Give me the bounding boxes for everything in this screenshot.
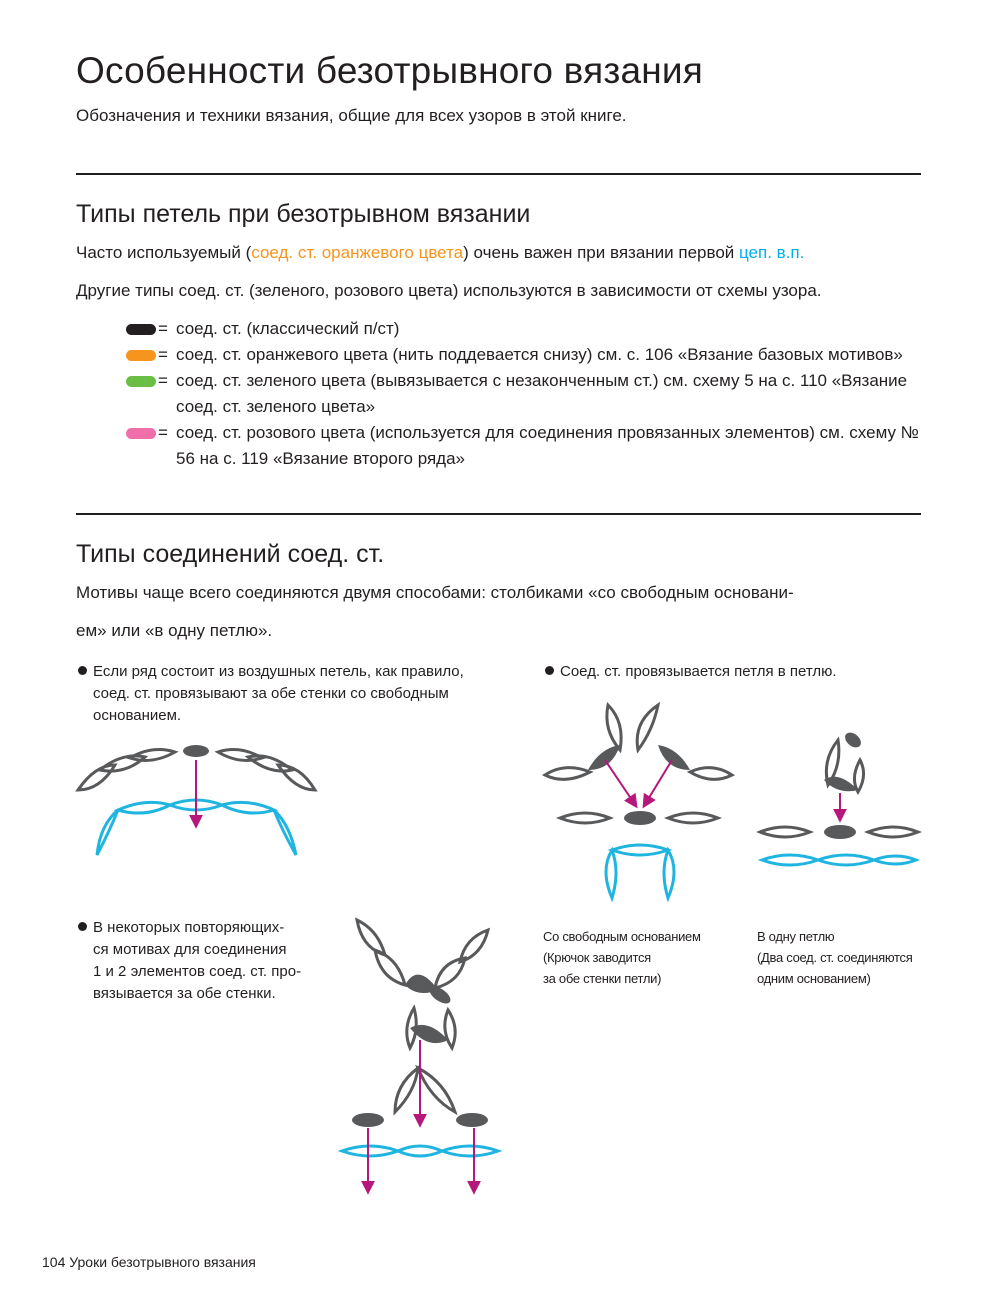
diagram-free-base-chain [78, 745, 315, 855]
bullet-text: соед. ст. провязывают за обе стенки со свободным [93, 685, 449, 702]
page-title: Особенности безотрывного вязания [76, 50, 703, 91]
page-number: 104 [42, 1254, 66, 1270]
bullet-text: основанием. [93, 707, 182, 724]
caption-line: (Два соед. ст. соединяются [757, 950, 913, 965]
caption-line: одним основанием) [757, 971, 871, 986]
bullet-text: вязывается за обе стенки. [93, 985, 276, 1002]
caption-line: за обе стенки петли) [543, 971, 662, 986]
bullet-text: В некоторых повторяющих- [93, 919, 285, 936]
para1-text-a: Часто используемый ( [76, 243, 252, 262]
caption-line: В одну петлю [757, 929, 835, 944]
legend-eq: = [158, 319, 168, 338]
diagram-free-base-leaves [545, 705, 732, 898]
bullet-text: ся мотивах для соединения [93, 941, 287, 958]
bullet-text: Если ряд состоит из воздушных петель, как правило, [93, 663, 464, 680]
legend-text: соед. ст. зеленого цвета (вывязывается с незаконченным ст.) см. схему 5 на с. 110 «Вязание соед. ст. зеленого цвета» [176, 371, 908, 416]
footer-text: Уроки безотрывного вязания [69, 1254, 256, 1270]
legend-eq: = [158, 423, 168, 442]
bullet-text: 1 и 2 элементов соед. ст. про- [93, 963, 302, 980]
caption-line: Со свободным основанием [543, 929, 701, 944]
bullet-text: Соед. ст. провязывается петля в петлю. [560, 663, 837, 680]
page-subtitle: Обозначения и техники вязания, общие для всех узоров в этой книге. [76, 106, 627, 125]
section-heading-stitch-types: Типы петель при безотрывном вязании [76, 200, 531, 228]
page-footer [42, 1254, 256, 1270]
para1-cyan-text: цеп. в.п. [739, 243, 805, 262]
diagram-one-loop [760, 730, 918, 865]
para1-orange-text: соед. ст. оранжевого цвета [251, 243, 464, 262]
section-heading-join-types: Типы соединений соед. ст. [76, 540, 385, 568]
legend-eq: = [158, 371, 168, 390]
legend-eq: = [158, 345, 168, 364]
legend-text: соед. ст. оранжевого цвета (нить поддевается снизу) см. с. 106 «Вязание базовых мотивов» [176, 345, 903, 364]
caption-line: (Крючок заводится [543, 950, 651, 965]
para1-text-b: ) очень важен при вязании первой [463, 243, 740, 262]
diagram-repeating-motifs [342, 920, 498, 1192]
join-paragraph-line-1: Мотивы чаще всего соединяются двумя способами: столбиками «со свободным основани- [76, 583, 794, 602]
legend-text: соед. ст. (классический п/ст) [176, 319, 400, 338]
legend-text: соед. ст. розового цвета (используется для соединения провязанных элементов) см. схему № 56 на с. 119 «Вязание второго ряда» [176, 423, 919, 468]
join-paragraph-line-2: ем» или «в одну петлю». [76, 621, 273, 640]
intro-paragraph-2: Другие типы соед. ст. (зеленого, розового цвета) используются в зависимости от схемы узора. [76, 281, 822, 300]
